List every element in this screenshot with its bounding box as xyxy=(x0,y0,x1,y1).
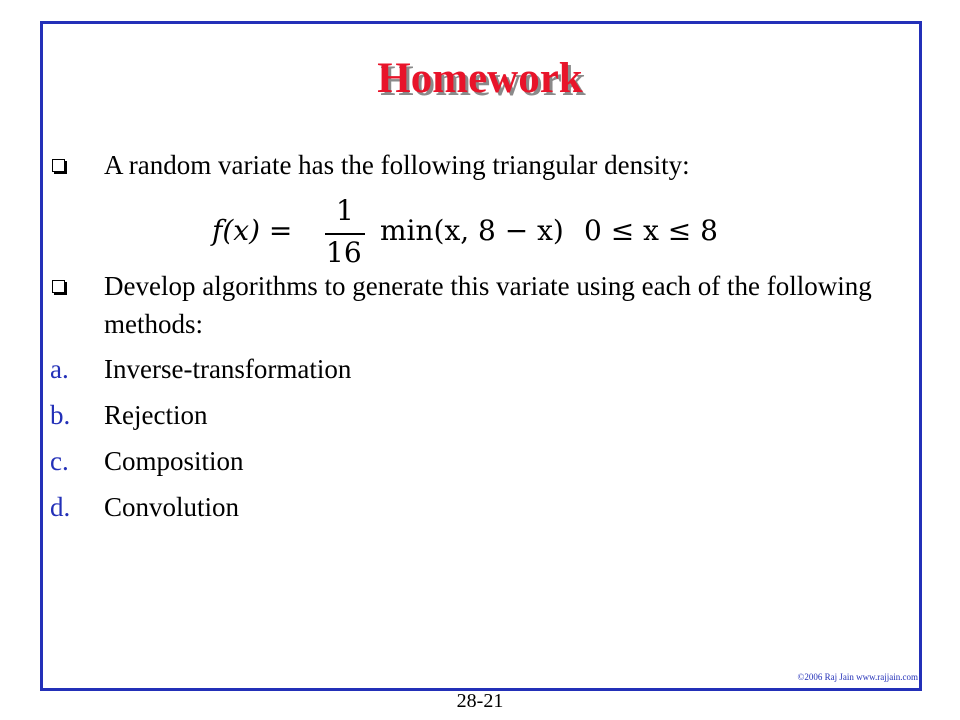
formula-lhs: f(x) = xyxy=(212,214,293,247)
formula-numerator: 1 xyxy=(336,194,354,227)
slide-title: Homework xyxy=(377,55,583,102)
list-label: Convolution xyxy=(104,492,240,522)
checkbox-bullet-icon xyxy=(52,159,65,172)
page-number: 28-21 xyxy=(456,690,504,712)
formula-expression: min(x, 8 − x) xyxy=(380,214,564,247)
list-label: Inverse-transformation xyxy=(104,354,352,384)
density-formula xyxy=(212,196,732,276)
list-marker: b. xyxy=(50,400,71,430)
list-label: Rejection xyxy=(104,400,208,430)
fraction-bar xyxy=(325,233,365,235)
checkbox-bullet-icon xyxy=(52,280,65,293)
bullet-text: A random variate has the following triangular density: xyxy=(104,150,690,180)
formula-denominator: 16 xyxy=(326,236,362,269)
list-marker: a. xyxy=(50,354,69,384)
list-item xyxy=(0,488,960,526)
list-marker: d. xyxy=(50,492,71,522)
list-label: Composition xyxy=(104,446,244,476)
copyright-notice: ©2006 Raj Jain www.rajjain.com xyxy=(797,672,918,682)
list-item xyxy=(0,442,960,480)
list-item xyxy=(0,350,960,388)
formula-range: 0 ≤ x ≤ 8 xyxy=(584,214,718,247)
bullet-text: Develop algorithms to generate this variate using each of the following methods: xyxy=(104,271,872,339)
list-item xyxy=(0,396,960,434)
list-marker: c. xyxy=(50,446,69,476)
